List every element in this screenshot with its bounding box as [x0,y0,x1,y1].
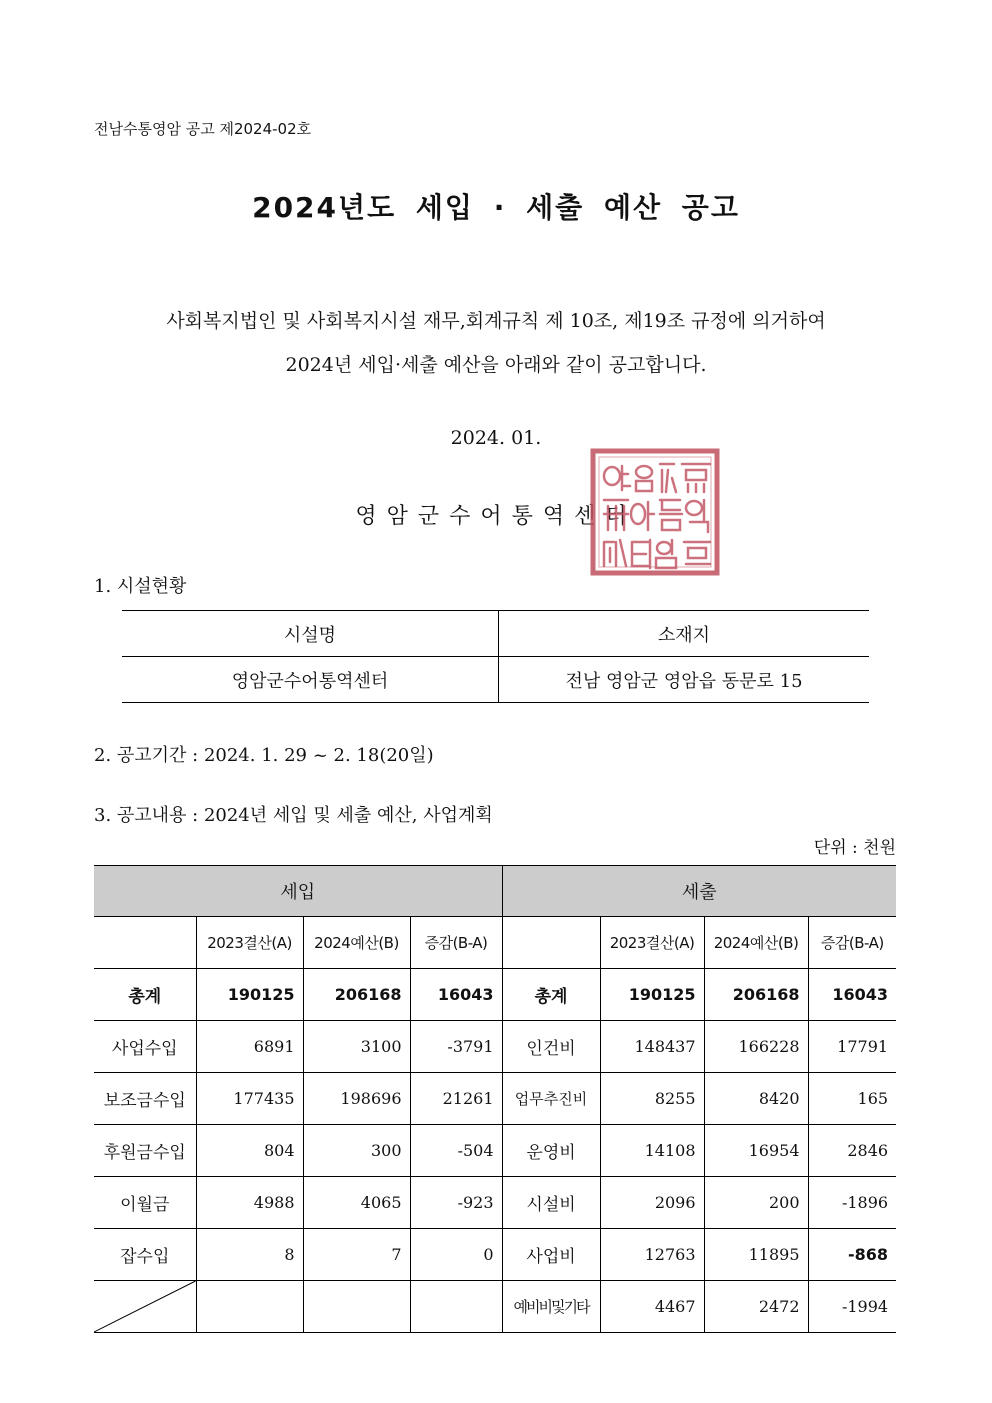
expense-2023-value: 4467 [600,1281,704,1333]
revenue-2023-value: 190125 [196,969,303,1021]
revenue-2023-value: 177435 [196,1073,303,1125]
revenue-diff-value: 0 [410,1229,502,1281]
table-header-row [122,611,869,657]
facility-table [122,610,869,703]
revenue-2024-header: 2024예산(B) [303,917,410,969]
expense-section-header: 세출 [502,866,896,917]
budget-total-row [94,969,896,1021]
notice-number: 전남수통영암 공고 제2024-02호 [94,120,312,138]
budget-column-header-row [94,917,896,969]
expense-2024-value: 166228 [704,1021,808,1073]
section-facility-heading: 1. 시설현황 [94,576,187,597]
revenue-2023-value: 8 [196,1229,303,1281]
revenue-diff-value [410,1281,502,1333]
section-period-heading: 2. 공고기간 : 2024. 1. 29 ~ 2. 18(20일) [94,745,434,766]
revenue-label: 후원금수입 [94,1125,196,1177]
expense-2024-value: 200 [704,1177,808,1229]
budget-section-header-row [94,866,896,917]
facility-location-header: 소재지 [499,611,870,657]
expense-2023-value: 2096 [600,1177,704,1229]
table-row [94,1125,896,1177]
intro-line-2: 2024년 세입·세출 예산을 아래와 같이 공고합니다. [285,354,707,376]
revenue-2024-value: 206168 [303,969,410,1021]
expense-2023-value: 148437 [600,1021,704,1073]
revenue-2024-value: 3100 [303,1021,410,1073]
expense-2023-value: 12763 [600,1229,704,1281]
unit-label: 단위 : 천원 [813,838,896,858]
expense-label: 업무추진비 [502,1073,600,1125]
revenue-diff-value: 16043 [410,969,502,1021]
expense-diff-header: 증감(B-A) [808,917,896,969]
revenue-section-header: 세입 [94,866,502,917]
revenue-2024-value: 4065 [303,1177,410,1229]
notice-date: 2024. 01. [450,427,542,449]
expense-2023-header: 2023결산(A) [600,917,704,969]
revenue-label: 사업수입 [94,1021,196,1073]
revenue-2023-value: 804 [196,1125,303,1177]
revenue-2023-value [196,1281,303,1333]
expense-diff-value: 165 [808,1073,896,1125]
revenue-label-header [94,917,196,969]
expense-diff-value: 2846 [808,1125,896,1177]
diagonal-line-icon [94,1281,196,1332]
revenue-diff-header: 증감(B-A) [410,917,502,969]
official-seal-icon [590,448,720,576]
revenue-2023-value: 4988 [196,1177,303,1229]
facility-location-cell: 전남 영암군 영암읍 동문로 15 [499,657,870,703]
expense-diff-value: -868 [808,1229,896,1281]
expense-2024-value: 2472 [704,1281,808,1333]
empty-diagonal-cell [94,1281,196,1333]
expense-2024-value: 16954 [704,1125,808,1177]
expense-2024-value: 8420 [704,1073,808,1125]
revenue-diff-value: -504 [410,1125,502,1177]
expense-2024-value: 206168 [704,969,808,1021]
expense-2024-header: 2024예산(B) [704,917,808,969]
table-row [94,1073,896,1125]
expense-diff-value: 16043 [808,969,896,1021]
expense-label-header [502,917,600,969]
page-title: 2024년도 세입 · 세출 예산 공고 [252,191,740,224]
expense-2024-value: 11895 [704,1229,808,1281]
revenue-label: 이월금 [94,1177,196,1229]
revenue-2024-value: 198696 [303,1073,410,1125]
budget-table [94,865,896,1333]
expense-label: 인건비 [502,1021,600,1073]
expense-label: 운영비 [502,1125,600,1177]
revenue-2024-value: 7 [303,1229,410,1281]
table-row [122,657,869,703]
intro-line-1: 사회복지법인 및 사회복지시설 재무,회계규칙 제 10조, 제19조 규정에 의거하여 [166,310,826,332]
expense-2023-value: 14108 [600,1125,704,1177]
table-row [94,1177,896,1229]
revenue-2024-value: 300 [303,1125,410,1177]
revenue-2023-header: 2023결산(A) [196,917,303,969]
expense-label: 예비비및기타 [502,1281,600,1333]
expense-label: 사업비 [502,1229,600,1281]
expense-label: 시설비 [502,1177,600,1229]
revenue-diff-value: -3791 [410,1021,502,1073]
expense-diff-value: -1896 [808,1177,896,1229]
table-row [94,1021,896,1073]
facility-name-header: 시설명 [122,611,499,657]
revenue-label: 총계 [94,969,196,1021]
revenue-label: 보조금수입 [94,1073,196,1125]
facility-name-cell: 영암군수어통역센터 [122,657,499,703]
revenue-2023-value: 6891 [196,1021,303,1073]
organization-name: 영암군수어통역센터 [355,504,637,529]
expense-diff-value: 17791 [808,1021,896,1073]
expense-label: 총계 [502,969,600,1021]
revenue-diff-value: 21261 [410,1073,502,1125]
expense-2023-value: 190125 [600,969,704,1021]
expense-2023-value: 8255 [600,1073,704,1125]
revenue-diff-value: -923 [410,1177,502,1229]
section-content-heading: 3. 공고내용 : 2024년 세입 및 세출 예산, 사업계획 [94,805,493,826]
revenue-label: 잡수입 [94,1229,196,1281]
table-row [94,1281,896,1333]
revenue-2024-value [303,1281,410,1333]
expense-diff-value: -1994 [808,1281,896,1333]
table-row [94,1229,896,1281]
